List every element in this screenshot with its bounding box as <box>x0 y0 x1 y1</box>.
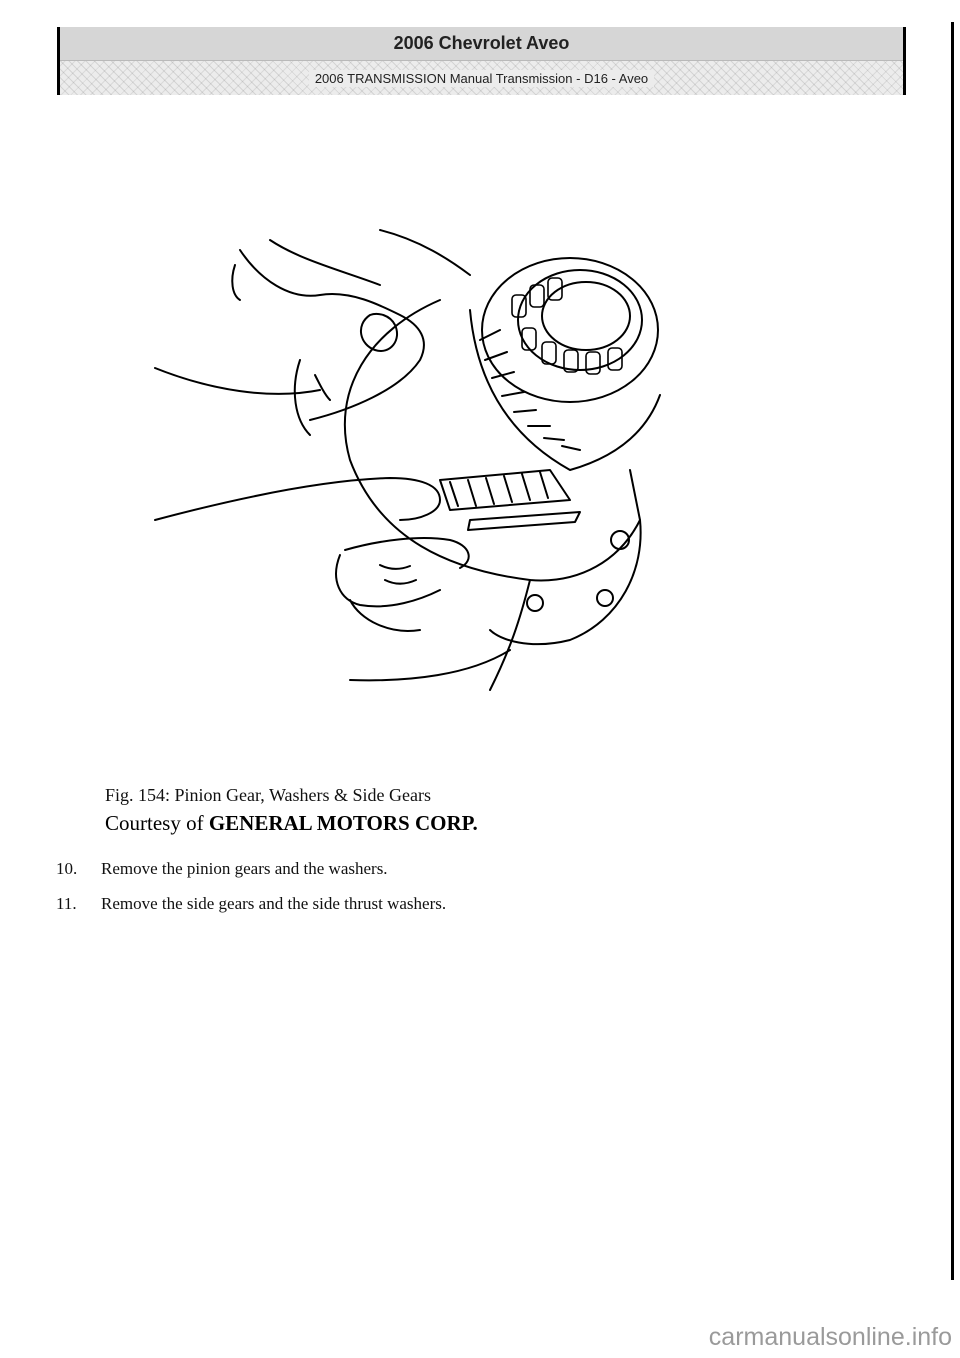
procedure-steps <box>56 858 446 928</box>
step-text: Remove the side gears and the side thrust washers. <box>101 894 447 913</box>
figure-credit <box>105 810 478 836</box>
pinion-gear-illustration <box>150 220 670 695</box>
credit-prefix: Courtesy of <box>105 811 204 835</box>
list-item <box>56 858 446 880</box>
bearing-outer-ring <box>482 258 658 402</box>
lower-hand <box>155 478 440 520</box>
differential-case <box>345 300 640 580</box>
document-header <box>57 27 906 95</box>
figure-caption <box>105 784 478 836</box>
header-subtitle: 2006 TRANSMISSION Manual Transmission - D16 - Aveo <box>309 70 654 87</box>
step-number: 10. <box>56 859 78 878</box>
step-text: Remove the pinion gears and the washers. <box>101 859 388 878</box>
list-item <box>56 893 446 915</box>
header-subtitle-bar <box>60 61 903 95</box>
credit-organization: GENERAL MOTORS CORP. <box>208 811 478 835</box>
thrust-washer <box>468 512 580 530</box>
header-title: 2006 Chevrolet Aveo <box>60 27 903 61</box>
step-number: 11. <box>56 894 77 913</box>
figure-label: Fig. 154: Pinion Gear, Washers & Side Gears <box>105 785 431 805</box>
watermark: carmanualsonline.info <box>708 1323 952 1351</box>
page-right-rule <box>951 22 954 1280</box>
